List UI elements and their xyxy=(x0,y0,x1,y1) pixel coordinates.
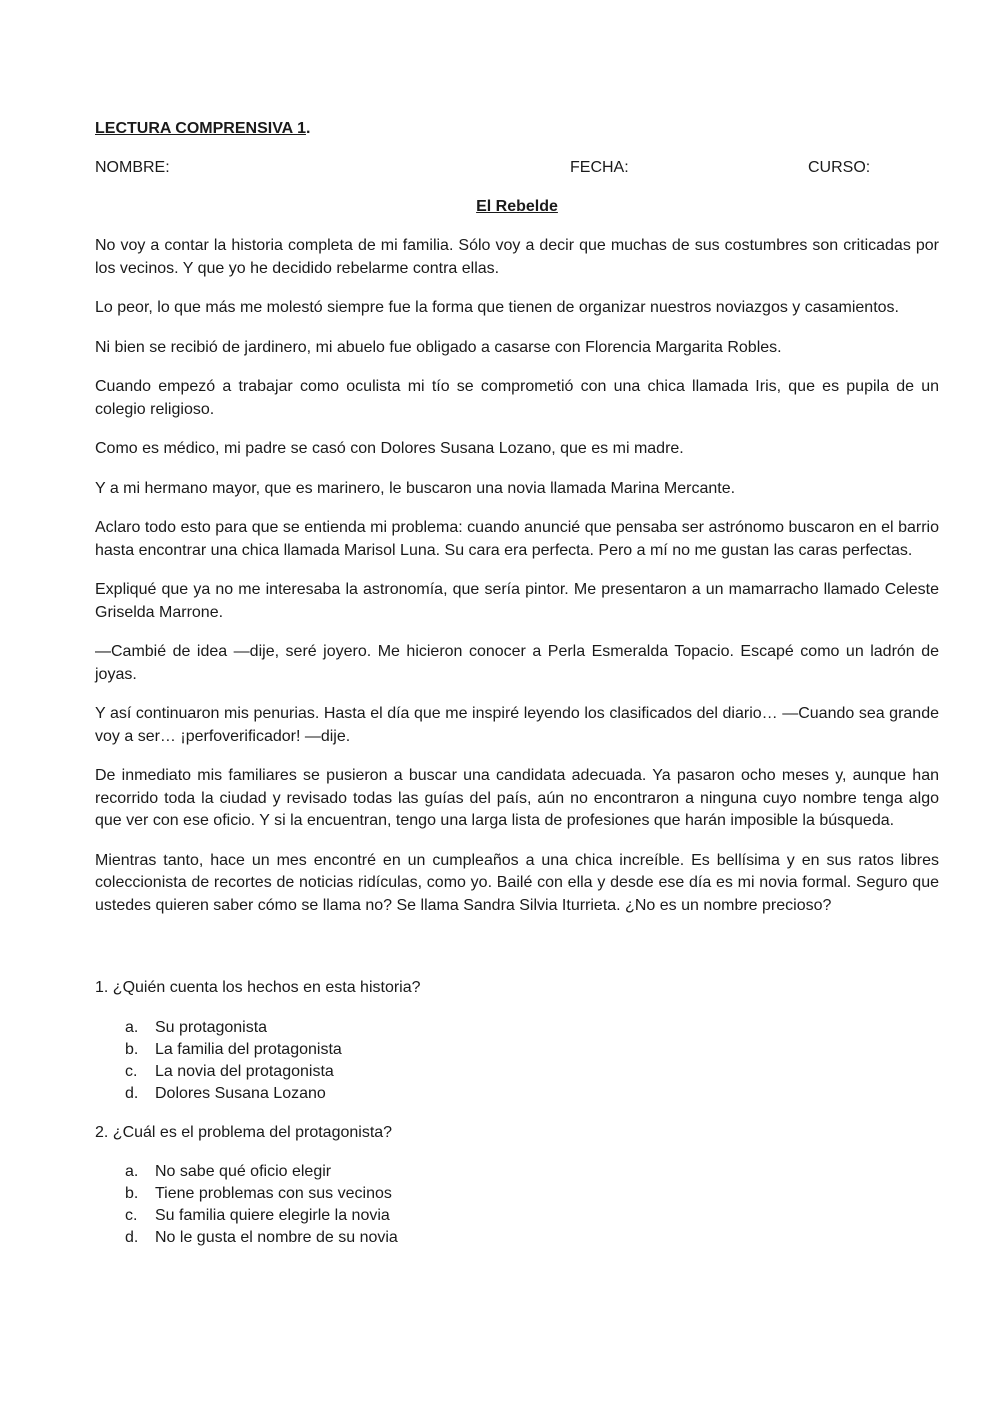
story-paragraph: No voy a contar la historia completa de mi familia. Sólo voy a decir que muchas de sus costumbres son criticadas por los vecinos. Y que yo he decidido rebelarme contra ellas. xyxy=(95,237,939,277)
option-item[interactable] xyxy=(95,1039,939,1061)
story-paragraph: Aclaro todo esto para que se entienda mi problema: cuando anuncié que pensaba ser astrónomo buscaron en el barrio hasta encontrar una chica llamada Marisol Luna. Su cara era perfecta. Pero a mí no me gustan las caras perfectas. xyxy=(95,519,939,559)
option-letter: b. xyxy=(125,1185,139,1202)
story-paragraph: Expliqué que ya no me interesaba la astronomía, que sería pintor. Me presentaron a un mamarracho llamado Celeste Griselda Marrone. xyxy=(95,581,939,621)
option-letter: d. xyxy=(125,1229,139,1246)
worksheet-title-suffix: . xyxy=(305,120,311,137)
name-label: NOMBRE: xyxy=(95,159,170,176)
option-item[interactable] xyxy=(95,1083,939,1105)
story-paragraph: Y a mi hermano mayor, que es marinero, le buscaron una novia llamada Marina Mercante. xyxy=(95,479,736,497)
option-letter: a. xyxy=(125,1018,139,1036)
option-letter: a. xyxy=(125,1163,139,1180)
story-paragraph: Mientras tanto, hace un mes encontré en un cumpleaños a una chica increíble. Es bellísima y en sus ratos libres coleccionista de recortes de noticias ridículas, como yo. Bailé con ella y desde ese día es mi novia formal. Seguro que ustedes quieren saber cómo se llama no? Se llama Sandra Silvia Iturrieta. ¿No es un nombre precioso? xyxy=(95,851,939,914)
option-text: Su familia quiere elegirle la novia xyxy=(155,1207,390,1224)
option-text: No sabe qué oficio elegir xyxy=(155,1163,332,1180)
option-letter: c. xyxy=(125,1062,138,1080)
story-body xyxy=(95,235,939,917)
option-item[interactable] xyxy=(95,1183,939,1205)
story-paragraph: Cuando empezó a trabajar como oculista mi tío se comprometió con una chica llamada Iris, que es pupila de un colegio religioso. xyxy=(95,378,939,418)
option-letter: d. xyxy=(125,1084,139,1102)
student-info-row xyxy=(95,157,939,179)
story-paragraph: Lo peor, lo que más me molestó siempre fue la forma que tienen de organizar nuestros noviazgos y casamientos. xyxy=(95,299,899,316)
option-text: La novia del protagonista xyxy=(155,1062,334,1080)
option-item[interactable] xyxy=(95,1227,939,1249)
question-2: 2. ¿Cuál es el problema del protagonista? xyxy=(95,1123,393,1141)
option-item[interactable] xyxy=(95,1205,939,1227)
option-item[interactable] xyxy=(95,1061,939,1083)
question-1: 1. ¿Quién cuenta los hechos en esta historia? xyxy=(95,979,421,996)
option-text: Dolores Susana Lozano xyxy=(155,1084,326,1102)
option-text: Tiene problemas con sus vecinos xyxy=(155,1185,392,1202)
story-paragraph: De inmediato mis familiares se pusieron a buscar una candidata adecuada. Ya pasaron ocho meses y, aunque han recorrido toda la ciudad y revisado todas las guías del país, aún no encontraron a ninguna cuyo nombre tenga algo que ver con ese oficio. Y si la encuentran, tengo una larga lista de profesiones que harán imposible la búsqueda. xyxy=(95,767,939,829)
course-label: CURSO: xyxy=(808,159,871,176)
question-2-options xyxy=(95,1161,939,1249)
questions-section xyxy=(95,977,939,1249)
option-text: La familia del protagonista xyxy=(155,1040,342,1058)
option-item[interactable] xyxy=(95,1017,939,1039)
story-paragraph: Y así continuaron mis penurias. Hasta el día que me inspiré leyendo los clasificados del diario… —Cuando sea grande voy a ser… ¡perfoverificador! —dije. xyxy=(95,705,939,745)
option-text: No le gusta el nombre de su novia xyxy=(155,1229,398,1246)
option-letter: c. xyxy=(125,1207,138,1224)
option-text: Su protagonista xyxy=(155,1018,268,1036)
story-title: El Rebelde xyxy=(476,198,558,215)
date-label: FECHA: xyxy=(570,159,629,176)
question-1-options xyxy=(95,1017,939,1105)
option-letter: b. xyxy=(125,1040,139,1058)
worksheet-title-text: LECTURA COMPRENSIVA 1 xyxy=(95,120,306,137)
story-paragraph: Ni bien se recibió de jardinero, mi abuelo fue obligado a casarse con Florencia Margarita Robles. xyxy=(95,338,782,356)
story-paragraph: —Cambié de idea —dije, seré joyero. Me hicieron conocer a Perla Esmeralda Topacio. Escapé como un ladrón de joyas. xyxy=(95,643,939,683)
story-paragraph: Como es médico, mi padre se casó con Dolores Susana Lozano, que es mi madre. xyxy=(95,440,684,457)
option-item[interactable] xyxy=(95,1161,939,1183)
worksheet-title xyxy=(95,118,939,140)
